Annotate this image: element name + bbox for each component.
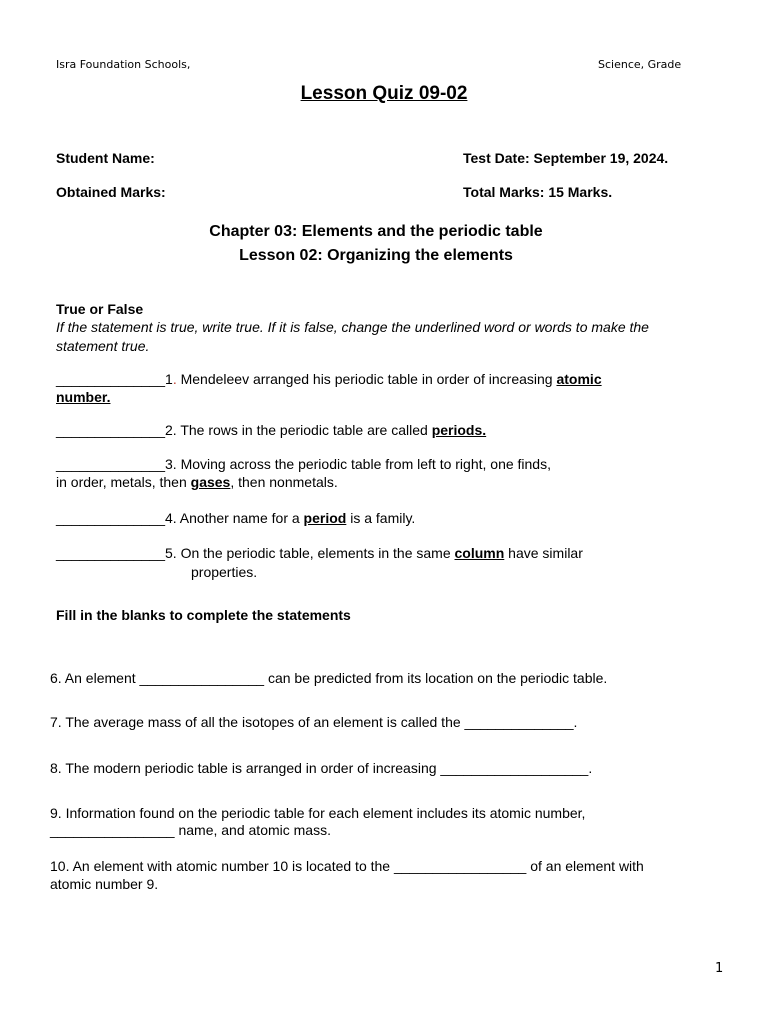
tf-question-1 bbox=[56, 370, 602, 388]
chapter-heading: Chapter 03: Elements and the periodic table bbox=[209, 223, 543, 240]
test-date: Test Date: September 19, 2024. bbox=[463, 150, 669, 166]
subject-grade: Science, Grade bbox=[598, 58, 682, 71]
question-number-dot: . bbox=[172, 371, 177, 387]
question-text: Mendeleev arranged his periodic table in order of increasing bbox=[176, 371, 557, 387]
tf-question-4 bbox=[56, 509, 415, 527]
fill-question-9-line-2: ________________ name, and atomic mass. bbox=[50, 822, 331, 838]
school-name: Isra Foundation Schools, bbox=[56, 58, 191, 71]
lesson-heading: Lesson 02: Organizing the elements bbox=[239, 247, 513, 264]
question-text: is a family. bbox=[346, 510, 416, 526]
question-text: 3. Moving across the periodic table from left to right, one finds, bbox=[165, 456, 551, 472]
fill-question-9: 9. Information found on the periodic table for each element includes its atomic number, bbox=[50, 805, 586, 821]
fill-question-10: 10. An element with atomic number 10 is located to the _________________ of an element with bbox=[50, 858, 644, 874]
answer-blank: ______________ bbox=[56, 371, 166, 387]
fill-in-heading: Fill in the blanks to complete the statements bbox=[56, 607, 351, 623]
tf-question-3 bbox=[56, 455, 551, 473]
underlined-term: period bbox=[303, 510, 347, 526]
fill-question-8: 8. The modern periodic table is arranged in order of increasing ___________________. bbox=[50, 760, 593, 776]
tf-question-2 bbox=[56, 421, 486, 439]
quiz-title: Lesson Quiz 09-02 bbox=[300, 83, 468, 104]
question-text: 2. The rows in the periodic table are called bbox=[165, 422, 432, 438]
answer-blank: ______________ bbox=[56, 545, 166, 561]
tf-question-5 bbox=[56, 544, 583, 562]
tf-question-3-line-2 bbox=[56, 473, 338, 491]
obtained-marks-label: Obtained Marks: bbox=[56, 184, 166, 200]
total-marks: Total Marks: 15 Marks. bbox=[463, 184, 613, 200]
answer-blank: ______________ bbox=[56, 510, 166, 526]
true-false-instructions: If the statement is true, write true. If it is false, change the underlined word or words to make the statement true. bbox=[56, 319, 649, 354]
true-false-heading: True or False bbox=[56, 301, 144, 317]
question-text: have similar bbox=[504, 545, 583, 561]
question-text: 4. Another name for a bbox=[165, 510, 304, 526]
answer-blank: ______________ bbox=[56, 422, 166, 438]
question-text: , then nonmetals. bbox=[230, 474, 338, 490]
underlined-term: atomic bbox=[556, 371, 602, 387]
underlined-term: column bbox=[454, 545, 505, 561]
answer-blank: ______________ bbox=[56, 456, 166, 472]
underlined-term: periods. bbox=[431, 422, 487, 438]
underlined-term-continued: number. bbox=[56, 389, 111, 405]
page-number: 1 bbox=[715, 961, 724, 976]
question-text: 5. On the periodic table, elements in the same bbox=[165, 545, 455, 561]
tf-question-5-line-2: properties. bbox=[191, 564, 258, 580]
student-name-label: Student Name: bbox=[56, 150, 155, 166]
fill-question-10-line-2: atomic number 9. bbox=[50, 876, 159, 892]
fill-question-7: 7. The average mass of all the isotopes of an element is called the ______________. bbox=[50, 714, 578, 730]
fill-question-6: 6. An element ________________ can be predicted from its location on the periodic table. bbox=[50, 670, 608, 686]
question-text: in order, metals, then bbox=[56, 474, 191, 490]
underlined-term: gases bbox=[190, 474, 231, 490]
question-number: 1 bbox=[165, 371, 173, 387]
